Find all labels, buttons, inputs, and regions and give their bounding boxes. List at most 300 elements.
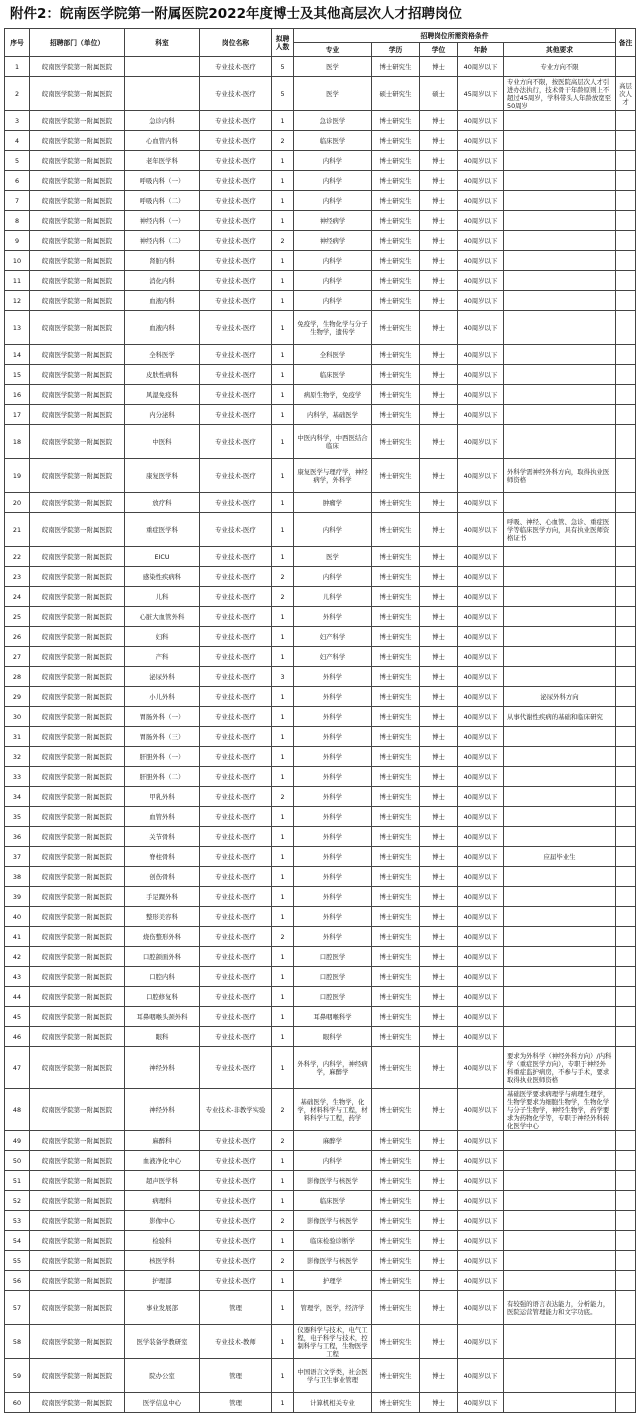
cell-degree: 博士 bbox=[420, 345, 458, 365]
cell-degree: 博士 bbox=[420, 291, 458, 311]
cell-post: 管理 bbox=[200, 1291, 272, 1325]
cell-education: 博士研究生 bbox=[372, 1047, 420, 1089]
cell-dept: 皖南医学院第一附属医院 bbox=[30, 493, 125, 513]
cell-count: 1 bbox=[272, 385, 294, 405]
cell-education: 博士研究生 bbox=[372, 1191, 420, 1211]
cell-count: 2 bbox=[272, 1089, 294, 1131]
cell-degree: 博士 bbox=[420, 827, 458, 847]
cell-note bbox=[616, 493, 636, 513]
cell-post: 专业技术-医疗 bbox=[200, 687, 272, 707]
cell-seq: 41 bbox=[5, 927, 30, 947]
cell-degree: 博士 bbox=[420, 1251, 458, 1271]
cell-post: 专业技术-医疗 bbox=[200, 547, 272, 567]
cell-section: 血液净化中心 bbox=[125, 1151, 200, 1171]
cell-note bbox=[616, 111, 636, 131]
cell-note bbox=[616, 967, 636, 987]
cell-other bbox=[504, 1393, 616, 1413]
cell-other bbox=[504, 111, 616, 131]
cell-note bbox=[616, 987, 636, 1007]
cell-age: 40周岁以下 bbox=[458, 787, 504, 807]
cell-post: 专业技术-医疗 bbox=[200, 231, 272, 251]
cell-dept: 皖南医学院第一附属医院 bbox=[30, 667, 125, 687]
cell-degree: 博士 bbox=[420, 547, 458, 567]
cell-post: 专业技术-医疗 bbox=[200, 607, 272, 627]
cell-education: 博士研究生 bbox=[372, 111, 420, 131]
table-row bbox=[5, 1325, 636, 1359]
table-row bbox=[5, 231, 636, 251]
cell-age: 40周岁以下 bbox=[458, 111, 504, 131]
cell-section: 皮肤性病科 bbox=[125, 365, 200, 385]
cell-education: 博士研究生 bbox=[372, 807, 420, 827]
cell-section: 肝胆外科（二） bbox=[125, 767, 200, 787]
cell-dept: 皖南医学院第一附属医院 bbox=[30, 627, 125, 647]
cell-dept: 皖南医学院第一附属医院 bbox=[30, 547, 125, 567]
cell-major: 管理学，医学，经济学 bbox=[294, 1291, 372, 1325]
cell-major: 中医内科学，中西医结合临床 bbox=[294, 425, 372, 459]
cell-education: 博士研究生 bbox=[372, 171, 420, 191]
cell-post: 专业技术-医疗 bbox=[200, 747, 272, 767]
cell-count: 1 bbox=[272, 291, 294, 311]
cell-seq: 49 bbox=[5, 1131, 30, 1151]
cell-education: 硕士研究生 bbox=[372, 77, 420, 111]
cell-major: 康复医学与理疗学，神经病学，外科学 bbox=[294, 459, 372, 493]
cell-degree: 博士 bbox=[420, 767, 458, 787]
cell-count: 3 bbox=[272, 667, 294, 687]
table-row bbox=[5, 77, 636, 111]
table-row bbox=[5, 787, 636, 807]
cell-major: 内科学，基础医学 bbox=[294, 405, 372, 425]
cell-count: 1 bbox=[272, 1393, 294, 1413]
cell-other bbox=[504, 385, 616, 405]
cell-other bbox=[504, 191, 616, 211]
cell-post: 专业技术-医疗 bbox=[200, 1191, 272, 1211]
cell-post: 专业技术-医疗 bbox=[200, 365, 272, 385]
cell-age: 40周岁以下 bbox=[458, 607, 504, 627]
table-row bbox=[5, 1027, 636, 1047]
cell-note bbox=[616, 1191, 636, 1211]
cell-count: 1 bbox=[272, 647, 294, 667]
cell-section: 甲乳外科 bbox=[125, 787, 200, 807]
cell-education: 博士研究生 bbox=[372, 787, 420, 807]
cell-post: 专业技术-医疗 bbox=[200, 405, 272, 425]
cell-seq: 15 bbox=[5, 365, 30, 385]
cell-education: 博士研究生 bbox=[372, 547, 420, 567]
cell-post: 专业技术-医疗 bbox=[200, 425, 272, 459]
cell-degree: 硕士 bbox=[420, 77, 458, 111]
cell-dept: 皖南医学院第一附属医院 bbox=[30, 231, 125, 251]
cell-seq: 9 bbox=[5, 231, 30, 251]
cell-other bbox=[504, 727, 616, 747]
cell-other bbox=[504, 827, 616, 847]
cell-education: 博士研究生 bbox=[372, 1171, 420, 1191]
cell-seq: 53 bbox=[5, 1211, 30, 1231]
cell-degree: 博士 bbox=[420, 687, 458, 707]
cell-count: 1 bbox=[272, 151, 294, 171]
cell-seq: 48 bbox=[5, 1089, 30, 1131]
cell-seq: 46 bbox=[5, 1027, 30, 1047]
cell-section: 超声医学科 bbox=[125, 1171, 200, 1191]
cell-major: 内科学 bbox=[294, 291, 372, 311]
cell-post: 专业技术-医疗 bbox=[200, 57, 272, 77]
cell-section: 产科 bbox=[125, 647, 200, 667]
cell-other bbox=[504, 1325, 616, 1359]
cell-dept: 皖南医学院第一附属医院 bbox=[30, 687, 125, 707]
cell-post: 专业技术-医疗 bbox=[200, 151, 272, 171]
cell-dept: 皖南医学院第一附属医院 bbox=[30, 1271, 125, 1291]
cell-age: 40周岁以下 bbox=[458, 385, 504, 405]
cell-age: 40周岁以下 bbox=[458, 1027, 504, 1047]
cell-major: 外科学 bbox=[294, 847, 372, 867]
cell-other bbox=[504, 365, 616, 385]
cell-dept: 皖南医学院第一附属医院 bbox=[30, 567, 125, 587]
cell-seq: 28 bbox=[5, 667, 30, 687]
cell-seq: 39 bbox=[5, 887, 30, 907]
cell-section: 肝胆外科（一） bbox=[125, 747, 200, 767]
cell-section: 核医学科 bbox=[125, 1251, 200, 1271]
cell-dept: 皖南医学院第一附属医院 bbox=[30, 747, 125, 767]
cell-major: 医学 bbox=[294, 77, 372, 111]
cell-degree: 博士 bbox=[420, 1027, 458, 1047]
cell-post: 专业技术-医疗 bbox=[200, 77, 272, 111]
cell-section: 呼吸内科（一） bbox=[125, 171, 200, 191]
cell-note bbox=[616, 867, 636, 887]
cell-post: 专业技术-医疗 bbox=[200, 1131, 272, 1151]
cell-seq: 8 bbox=[5, 211, 30, 231]
cell-dept: 皖南医学院第一附属医院 bbox=[30, 647, 125, 667]
cell-section: 医学装备学教研室 bbox=[125, 1325, 200, 1359]
cell-note bbox=[616, 1171, 636, 1191]
cell-age: 40周岁以下 bbox=[458, 807, 504, 827]
table-row bbox=[5, 251, 636, 271]
header-section: 科室 bbox=[125, 29, 200, 57]
cell-degree: 博士 bbox=[420, 1171, 458, 1191]
cell-note bbox=[616, 1007, 636, 1027]
cell-age: 40周岁以下 bbox=[458, 1191, 504, 1211]
cell-note bbox=[616, 567, 636, 587]
cell-count: 1 bbox=[272, 707, 294, 727]
cell-major: 外科学 bbox=[294, 887, 372, 907]
cell-section: 小儿外科 bbox=[125, 687, 200, 707]
cell-major: 外科学 bbox=[294, 727, 372, 747]
cell-other bbox=[504, 1231, 616, 1251]
cell-major: 外科学 bbox=[294, 747, 372, 767]
cell-note bbox=[616, 1047, 636, 1089]
cell-age: 40周岁以下 bbox=[458, 567, 504, 587]
cell-note: 高层次人才 bbox=[616, 77, 636, 111]
cell-dept: 皖南医学院第一附属医院 bbox=[30, 291, 125, 311]
cell-dept: 皖南医学院第一附属医院 bbox=[30, 727, 125, 747]
cell-education: 博士研究生 bbox=[372, 847, 420, 867]
cell-major: 外科学 bbox=[294, 907, 372, 927]
cell-major: 口腔医学 bbox=[294, 987, 372, 1007]
cell-major: 麻醉学 bbox=[294, 1131, 372, 1151]
cell-section: 急诊内科 bbox=[125, 111, 200, 131]
cell-age: 40周岁以下 bbox=[458, 1271, 504, 1291]
cell-seq: 43 bbox=[5, 967, 30, 987]
cell-degree: 博士 bbox=[420, 191, 458, 211]
cell-major: 外科学 bbox=[294, 807, 372, 827]
cell-note bbox=[616, 1251, 636, 1271]
cell-dept: 皖南医学院第一附属医院 bbox=[30, 1027, 125, 1047]
cell-seq: 17 bbox=[5, 405, 30, 425]
cell-count: 1 bbox=[272, 967, 294, 987]
cell-seq: 27 bbox=[5, 647, 30, 667]
cell-degree: 博士 bbox=[420, 1325, 458, 1359]
cell-education: 博士研究生 bbox=[372, 1291, 420, 1325]
cell-other bbox=[504, 607, 616, 627]
table-row bbox=[5, 1007, 636, 1027]
cell-section: 关节骨科 bbox=[125, 827, 200, 847]
cell-post: 专业技术-医疗 bbox=[200, 727, 272, 747]
cell-note bbox=[616, 627, 636, 647]
cell-degree: 博士 bbox=[420, 493, 458, 513]
table-row bbox=[5, 1251, 636, 1271]
cell-note bbox=[616, 1231, 636, 1251]
cell-age: 40周岁以下 bbox=[458, 405, 504, 425]
cell-section: 整形美容科 bbox=[125, 907, 200, 927]
cell-count: 2 bbox=[272, 231, 294, 251]
cell-count: 2 bbox=[272, 1251, 294, 1271]
cell-section: 胃肠外科（一） bbox=[125, 707, 200, 727]
cell-section: 儿科 bbox=[125, 587, 200, 607]
cell-major: 眼科学 bbox=[294, 1027, 372, 1047]
cell-degree: 博士 bbox=[420, 807, 458, 827]
cell-count: 1 bbox=[272, 547, 294, 567]
cell-degree: 博士 bbox=[420, 1089, 458, 1131]
cell-other bbox=[504, 1211, 616, 1231]
cell-count: 1 bbox=[272, 365, 294, 385]
cell-education: 博士研究生 bbox=[372, 1027, 420, 1047]
cell-other bbox=[504, 627, 616, 647]
cell-seq: 6 bbox=[5, 171, 30, 191]
cell-count: 1 bbox=[272, 627, 294, 647]
cell-count: 1 bbox=[272, 867, 294, 887]
cell-post: 专业技术-医疗 bbox=[200, 1171, 272, 1191]
cell-other bbox=[504, 787, 616, 807]
cell-seq: 54 bbox=[5, 1231, 30, 1251]
cell-count: 1 bbox=[272, 271, 294, 291]
cell-other: 专业方向不限，按医院高层次人才引进办法执行，技术骨干年龄原则上不超过45周岁，学科带头人年龄放宽至50周岁 bbox=[504, 77, 616, 111]
cell-major: 外科学 bbox=[294, 707, 372, 727]
cell-dept: 皖南医学院第一附属医院 bbox=[30, 1393, 125, 1413]
cell-other bbox=[504, 927, 616, 947]
cell-other bbox=[504, 567, 616, 587]
cell-section bbox=[125, 77, 200, 111]
cell-post: 专业技术-医疗 bbox=[200, 311, 272, 345]
cell-education: 博士研究生 bbox=[372, 587, 420, 607]
header-seq: 序号 bbox=[5, 29, 30, 57]
cell-note bbox=[616, 131, 636, 151]
cell-other bbox=[504, 151, 616, 171]
cell-section: 神经外科 bbox=[125, 1047, 200, 1089]
table-row bbox=[5, 111, 636, 131]
cell-seq: 5 bbox=[5, 151, 30, 171]
cell-age: 40周岁以下 bbox=[458, 291, 504, 311]
cell-education: 博士研究生 bbox=[372, 365, 420, 385]
recruitment-table bbox=[4, 28, 636, 1413]
cell-major: 外科学 bbox=[294, 787, 372, 807]
cell-section: 事业发展部 bbox=[125, 1291, 200, 1325]
cell-education: 博士研究生 bbox=[372, 231, 420, 251]
cell-major: 内科学 bbox=[294, 271, 372, 291]
cell-note bbox=[616, 57, 636, 77]
cell-age: 40周岁以下 bbox=[458, 847, 504, 867]
cell-section: 口腔颌面外科 bbox=[125, 947, 200, 967]
cell-note bbox=[616, 1211, 636, 1231]
cell-other bbox=[504, 345, 616, 365]
cell-other: 泌尿外科方向 bbox=[504, 687, 616, 707]
cell-seq: 51 bbox=[5, 1171, 30, 1191]
cell-seq: 10 bbox=[5, 251, 30, 271]
cell-age: 40周岁以下 bbox=[458, 827, 504, 847]
cell-age: 40周岁以下 bbox=[458, 587, 504, 607]
cell-note bbox=[616, 1271, 636, 1291]
cell-dept: 皖南医学院第一附属医院 bbox=[30, 927, 125, 947]
cell-other bbox=[504, 747, 616, 767]
cell-major: 内科学 bbox=[294, 567, 372, 587]
cell-post: 专业技术-医疗 bbox=[200, 627, 272, 647]
header-major: 专业 bbox=[294, 43, 372, 57]
cell-other: 应届毕业生 bbox=[504, 847, 616, 867]
cell-dept: 皖南医学院第一附属医院 bbox=[30, 827, 125, 847]
cell-count: 1 bbox=[272, 987, 294, 1007]
cell-major: 神经病学 bbox=[294, 211, 372, 231]
cell-section: 全科医学 bbox=[125, 345, 200, 365]
cell-seq: 31 bbox=[5, 727, 30, 747]
cell-section: 康复医学科 bbox=[125, 459, 200, 493]
cell-seq: 29 bbox=[5, 687, 30, 707]
cell-dept: 皖南医学院第一附属医院 bbox=[30, 587, 125, 607]
cell-age: 40周岁以下 bbox=[458, 231, 504, 251]
cell-note bbox=[616, 647, 636, 667]
header-age: 年龄 bbox=[458, 43, 504, 57]
table-row bbox=[5, 1171, 636, 1191]
cell-age: 40周岁以下 bbox=[458, 251, 504, 271]
cell-post: 专业技术-医疗 bbox=[200, 1211, 272, 1231]
cell-degree: 博士 bbox=[420, 987, 458, 1007]
cell-note bbox=[616, 1291, 636, 1325]
cell-post: 专业技术-医疗 bbox=[200, 907, 272, 927]
cell-education: 博士研究生 bbox=[372, 131, 420, 151]
cell-degree: 博士 bbox=[420, 405, 458, 425]
cell-note bbox=[616, 231, 636, 251]
cell-dept: 皖南医学院第一附属医院 bbox=[30, 459, 125, 493]
cell-education: 博士研究生 bbox=[372, 1131, 420, 1151]
cell-dept: 皖南医学院第一附属医院 bbox=[30, 365, 125, 385]
cell-degree: 博士 bbox=[420, 1047, 458, 1089]
cell-major: 护理学 bbox=[294, 1271, 372, 1291]
cell-other: 有较强的语言表达能力，分析能力，医院运营管理能力和文字功底。 bbox=[504, 1291, 616, 1325]
cell-dept: 皖南医学院第一附属医院 bbox=[30, 57, 125, 77]
cell-education: 博士研究生 bbox=[372, 667, 420, 687]
cell-post: 专业技术-医疗 bbox=[200, 1231, 272, 1251]
cell-other: 从事代谢性疾病的基础和临床研究 bbox=[504, 707, 616, 727]
table-row bbox=[5, 493, 636, 513]
cell-degree: 博士 bbox=[420, 947, 458, 967]
cell-post: 专业技术-医疗 bbox=[200, 1251, 272, 1271]
cell-degree: 博士 bbox=[420, 907, 458, 927]
cell-major: 内科学 bbox=[294, 513, 372, 547]
cell-count: 1 bbox=[272, 907, 294, 927]
cell-age: 40周岁以下 bbox=[458, 1131, 504, 1151]
cell-other bbox=[504, 211, 616, 231]
cell-note bbox=[616, 747, 636, 767]
cell-post: 专业技术-医疗 bbox=[200, 947, 272, 967]
cell-seq: 25 bbox=[5, 607, 30, 627]
cell-count: 1 bbox=[272, 607, 294, 627]
cell-count: 5 bbox=[272, 77, 294, 111]
cell-dept: 皖南医学院第一附属医院 bbox=[30, 847, 125, 867]
cell-major: 妇产科学 bbox=[294, 627, 372, 647]
cell-major: 医学 bbox=[294, 57, 372, 77]
table-row bbox=[5, 405, 636, 425]
cell-dept: 皖南医学院第一附属医院 bbox=[30, 405, 125, 425]
cell-section: 老年医学科 bbox=[125, 151, 200, 171]
cell-dept: 皖南医学院第一附属医院 bbox=[30, 131, 125, 151]
cell-major: 影像医学与核医学 bbox=[294, 1251, 372, 1271]
table-row bbox=[5, 767, 636, 787]
cell-other bbox=[504, 1191, 616, 1211]
cell-age: 40周岁以下 bbox=[458, 151, 504, 171]
cell-education: 博士研究生 bbox=[372, 727, 420, 747]
cell-other bbox=[504, 425, 616, 459]
cell-age: 40周岁以下 bbox=[458, 345, 504, 365]
cell-count: 2 bbox=[272, 587, 294, 607]
cell-post: 专业技术-医疗 bbox=[200, 385, 272, 405]
cell-education: 博士研究生 bbox=[372, 887, 420, 907]
cell-degree: 博士 bbox=[420, 1231, 458, 1251]
cell-major: 外科学，内科学，神经病学，麻醉学 bbox=[294, 1047, 372, 1089]
table-row bbox=[5, 927, 636, 947]
header-note: 备注 bbox=[616, 29, 636, 57]
cell-age: 40周岁以下 bbox=[458, 907, 504, 927]
cell-education: 博士研究生 bbox=[372, 907, 420, 927]
table-row bbox=[5, 271, 636, 291]
cell-count: 1 bbox=[272, 1191, 294, 1211]
cell-note bbox=[616, 513, 636, 547]
cell-education: 博士研究生 bbox=[372, 927, 420, 947]
cell-dept: 皖南医学院第一附属医院 bbox=[30, 251, 125, 271]
cell-other bbox=[504, 867, 616, 887]
cell-education: 博士研究生 bbox=[372, 291, 420, 311]
cell-dept: 皖南医学院第一附属医院 bbox=[30, 1325, 125, 1359]
table-body bbox=[5, 57, 636, 1413]
cell-other bbox=[504, 291, 616, 311]
cell-age: 40周岁以下 bbox=[458, 547, 504, 567]
cell-major: 神经病学 bbox=[294, 231, 372, 251]
cell-dept: 皖南医学院第一附属医院 bbox=[30, 111, 125, 131]
cell-note bbox=[616, 887, 636, 907]
cell-other bbox=[504, 231, 616, 251]
cell-section: 神经内科（二） bbox=[125, 231, 200, 251]
table-row bbox=[5, 1211, 636, 1231]
table-row bbox=[5, 1291, 636, 1325]
cell-degree: 博士 bbox=[420, 513, 458, 547]
cell-education: 博士研究生 bbox=[372, 385, 420, 405]
cell-note bbox=[616, 907, 636, 927]
cell-note bbox=[616, 707, 636, 727]
cell-count: 1 bbox=[272, 1047, 294, 1089]
cell-dept: 皖南医学院第一附属医院 bbox=[30, 1089, 125, 1131]
cell-major: 耳鼻咽喉科学 bbox=[294, 1007, 372, 1027]
cell-age: 40周岁以下 bbox=[458, 1089, 504, 1131]
cell-dept: 皖南医学院第一附属医院 bbox=[30, 191, 125, 211]
cell-count: 1 bbox=[272, 1271, 294, 1291]
cell-education: 博士研究生 bbox=[372, 567, 420, 587]
cell-degree: 博士 bbox=[420, 927, 458, 947]
cell-other: 基础医学要求病理学与病理生理学，生物学要求为细胞生物学，生物化学与分子生物学，神经生物学，药学要求为药物化学等，专职于神经外科转化医学中心 bbox=[504, 1089, 616, 1131]
cell-note bbox=[616, 827, 636, 847]
